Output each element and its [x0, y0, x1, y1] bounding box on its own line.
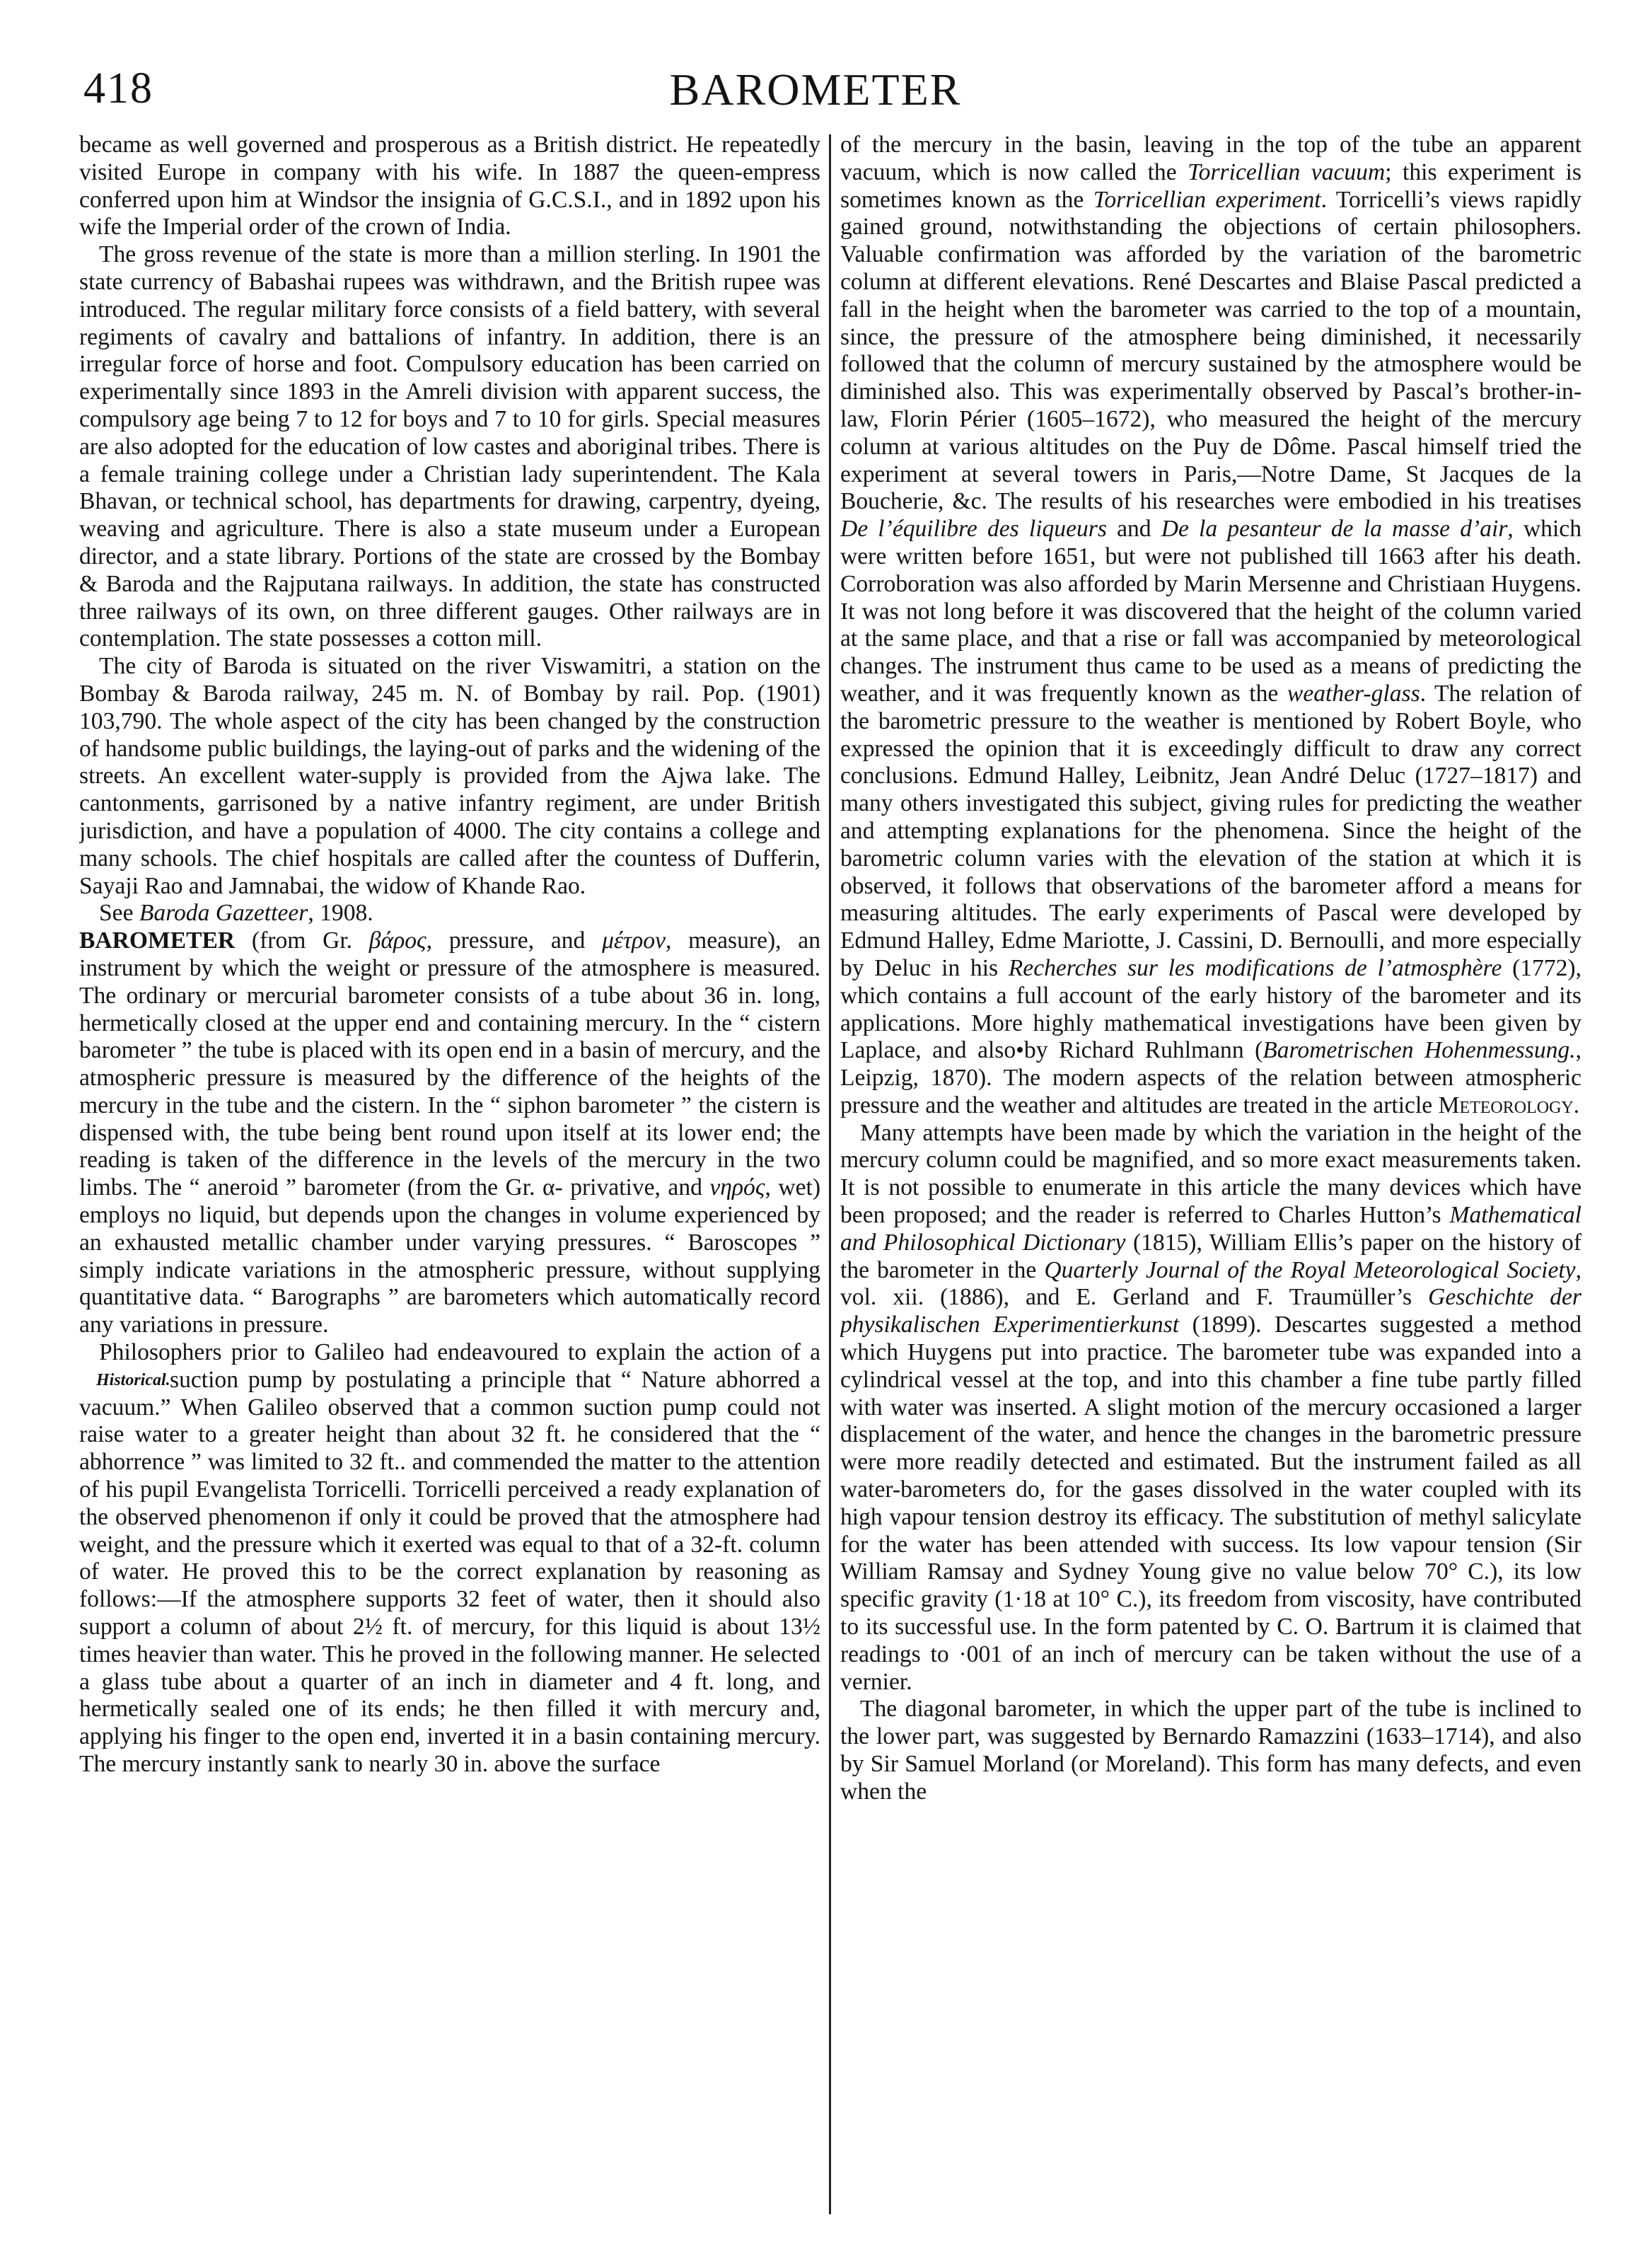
paragraph: Philosophers prior to Galileo had endeavoured to explain the action of a suction pump by postulating a principle that “ Nature Historical. abhorred a vacuum.” When Galileo observed that a common suction pump could not raise water to a greater height than about 32 ft. he considered that the “ abhorrence ” was limited to 32 ft.. and commended the matter to the attention of his pupil Evangelista Torricelli. Torricelli perceived a ready explanation of the observed phenomenon if only it could be proved that the atmosphere had weight, and the pressure which it exerted was equal to that of a 32-ft. column of water. He proved this to be the correct explanation by reasoning as follows:—If the atmosphere supports 32 feet of water, then it should also support a column of about 2½ ft. of mercury, for this liquid is about 13½ times heavier than water. This he proved in the following manner. He selected a glass tube about a quarter of an inch in diameter and 4 ft. long, and hermetically sealed one of its ends; he then filled it with mercury and, applying his finger to the open end, inverted it in a basin containing mercury. The mercury instantly sank to nearly 30 in. above the surface: [79, 1339, 820, 1778]
right-column: [840, 132, 1581, 2224]
greek-term: νηρός: [709, 1174, 765, 1201]
left-column: [79, 132, 820, 2224]
greek-term: μέτρον: [602, 927, 666, 954]
paragraph: became as well governed and prosperous as a British district. He repeatedly visited Europe in company with his wife. In 1887 the queen-empress conferred upon him at Windsor the insignia of G.C.S.I., and in 1892 upon his wife the Imperial order of the crown of India.: [79, 132, 820, 241]
running-head: BAROMETER: [669, 64, 962, 115]
paragraph: The gross revenue of the state is more than a million sterling. In 1901 the state currency of Babashai rupees was withdrawn, and the British rupee was introduced. The regular military force consists of a field battery, with several regiments of cavalry and battalions of infantry. In addition, there is an irregular force of horse and foot. Compulsory education has been carried on experimentally since 1893 in the Amreli division with apparent success, the compulsory age being 7 to 12 for boys and 7 to 10 for girls. Special measures are also adopted for the education of low castes and aboriginal tribes. There is a female training college under a Christian lady superintendent. The Kala Bhavan, or technical school, has departments for drawing, carpentry, dyeing, weaving and agriculture. There is also a state museum under a European director, and a state library. Portions of the state are crossed by the Bombay & Baroda and the Rajputana railways. In addition, the state has constructed three railways of its own, on three different gauges. Other railways are in contemplation. The state possesses a cotton mill.: [79, 241, 820, 652]
column-rule: [829, 134, 831, 2214]
see-also-reference: See Baroda Gazetteer, 1908.: [99, 900, 373, 927]
paragraph: The city of Baroda is situated on the river Viswamitri, a station on the Bombay & Baroda railway, 245 m. N. of Bombay by rail. Pop. (1901) 103,790. The whole aspect of the city has been changed by the construction of handsome public buildings, the laying-out of parks and the widening of the streets. An excellent water-supply is provided from the Ajwa lake. The cantonments, garrisoned by a native infantry regiment, are under British jurisdiction, and have a population of 4000. The city contains a college and many schools. The chief hospitals are called after the countess of Dufferin, Sayaji Rao and Jamnabai, the widow of Khande Rao.: [79, 653, 820, 899]
article-opening-paragraph: BAROMETER (from Gr. βάρος, pressure, and μέτρον, measure), an instrument by which the weight or pressure of the atmosphere is measured. The ordinary or mercurial barometer consists of a tube about 36 in. long, hermetically closed at the upper end and containing mercury. In the “ cistern barometer ” the tube is placed with its open end in a basin of mercury, and the atmospheric pressure is measured by the difference of the heights of the mercury in the tube and the cistern. In the “ siphon barometer ” the cistern is dispensed with, the tube being bent round upon itself at its lower end; the reading is taken of the difference in the levels of the mercury in the two limbs. The “ aneroid ” barometer (from the Gr. α- privative, and νηρός, wet) employs no liquid, but depends upon the changes in volume experienced by an exhausted metallic chamber under varying pressures. “ Baroscopes ” simply indicate variations in the atmospheric pressure, without supplying quantitative data. “ Barographs ” are barometers which automatically record any variations in pressure.: [79, 927, 820, 1338]
page-number: 418: [83, 64, 153, 112]
greek-term: βάρος: [368, 927, 426, 954]
paragraph: The diagonal barometer, in which the upper part of the tube is inclined to the lower part, was suggested by Bernardo Ramazzini (1633–1714), and also by Sir Samuel Morland (or Moreland). This form has many defects, and even when the: [840, 1696, 1581, 1805]
marginal-sidenote: Historical.: [96, 1370, 170, 1389]
paragraph: Many attempts have been made by which the variation in the height of the mercury column could be magnified, and so more exact measurements taken. It is not possible to enumerate in this article the many devices which have been proposed; and the reader is referred to Charles Hutton’s Mathematical and Philosophical Dictionary (1815), William Ellis’s paper on the history of the barometer in the Quarterly Journal of the Royal Meteorological Society, vol. xii. (1886), and E. Gerland and F. Traumüller’s Geschichte der physikalischen Experimentierkunst (1899). Descartes suggested a method which Huygens put into practice. The barometer tube was expanded into a cylindrical vessel at the top, and into this chamber a fine tube partly filled with water was inserted. A slight motion of the mercury occasioned a larger displacement of the water, and hence the changes in the barometric pressure were more readily detected and estimated. But the instrument failed as all water-barometers do, for the gases dissolved in the water coupled with its high vapour tension destroy its efficacy. The substitution of methyl salicylate for the water has been attended with success. Its low vapour tension (Sir William Ramsay and Sydney Young give no value below 70° C.), its low specific gravity (1·18 at 10° C.), its freedom from viscosity, have contributed to its successful use. In the form patented by C. O. Bartrum it is claimed that readings to ·001 of an inch of mercury can be taken without the use of a vernier.: [840, 1119, 1581, 1695]
cross-reference: Meteorology: [1438, 1092, 1574, 1118]
paragraph: of the mercury in the basin, leaving in the top of the tube an apparent vacuum, which is now called the Torricellian vacuum; this experiment is sometimes known as the Torricellian experiment. Torricelli’s views rapidly gained ground, notwithstanding the objections of certain philosophers. Valuable confirmation was afforded by the variation of the barometric column at different elevations. René Descartes and Blaise Pascal predicted a fall in the height when the barometer was carried to the top of a mountain, since, the pressure of the atmosphere being diminished, it necessarily followed that the column of mercury sustained by the atmosphere would be diminished also. This was experimentally observed by Pascal’s brother-in-law, Florin Périer (1605–1672), who measured the height of the mercury column at various altitudes on the Puy de Dôme. Pascal himself tried the experiment at several towers in Paris,—Notre Dame, St Jacques de la Boucherie, &c. The results of his researches were embodied in his treatises De l’équilibre des liqueurs and De la pesanteur de la masse d’air, which were written before 1651, but were not published till 1663 after his death. Corroboration was also afforded by Marin Mersenne and Christiaan Huygens. It was not long before it was discovered that the height of the column varied at the same place, and that a rise or fall was accompanied by meteorological changes. The instrument thus came to be used as a means of predicting the weather, and it was frequently known as the weather-glass. The relation of the barometric pressure to the weather is mentioned by Robert Boyle, who expressed the opinion that it is exceedingly difficult to draw any correct conclusions. Edmund Halley, Leibnitz, Jean André Deluc (1727–1817) and many others investigated this subject, giving rules for predicting the weather and attempting explanations for the phenomena. Since the height of the barometric column varies with the elevation of the station at which it is observed, it follows that observations of the barometer afford a means for measuring altitudes. The early experiments of Pascal were developed by Edmund Halley, Edme Mariotte, J. Cassini, D. Bernoulli, and more especially by Deluc in his Recherches sur les modifications de l’atmosphère (1772), which contains a full account of the early history of the barometer and its applications. More highly mathematical investigations have been given by Laplace, and also•by Richard Ruhlmann (Barometrischen Hohenmessung., Leipzig, 1870). The modern aspects of the relation between atmospheric pressure and the weather and altitudes are treated in the article Meteorology.: [840, 132, 1581, 1118]
article-headword: BAROMETER: [79, 927, 236, 954]
